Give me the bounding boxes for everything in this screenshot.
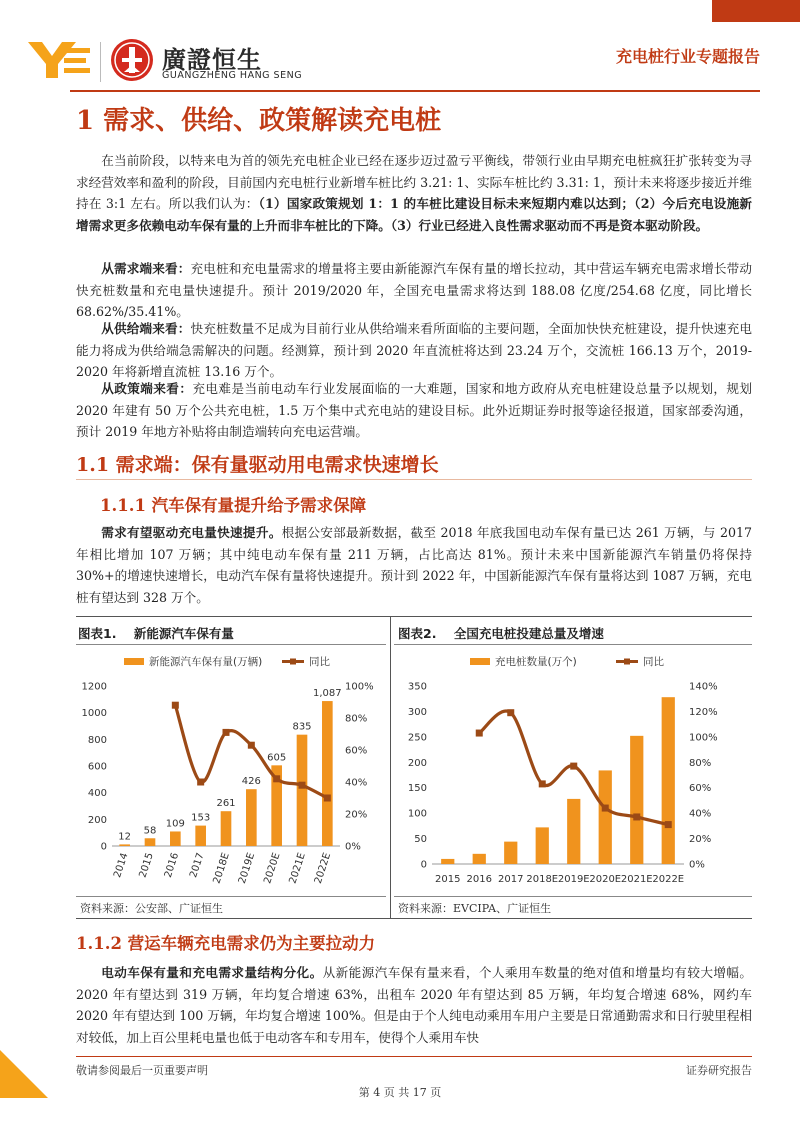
growth-point (602, 805, 609, 812)
x-axis-tick-label: 2020E (262, 851, 283, 886)
section-1-1-2-paragraph (76, 962, 752, 1048)
y2-axis-tick-label: 60% (345, 745, 368, 757)
x-axis-tick-label: 2021E (287, 851, 308, 886)
y2-axis-tick-label: 20% (345, 809, 368, 821)
growth-point (507, 709, 514, 716)
x-axis-tick-label: 2020E (589, 874, 622, 885)
bar-2015 (145, 838, 156, 846)
growth-point (324, 795, 331, 802)
figure-2-label: 图表2. (398, 626, 437, 641)
legend-bar-label: 新能源汽车保有量(万辆) (149, 656, 263, 668)
bar-2020E (599, 770, 612, 864)
y-axis-tick-label: 200 (87, 814, 107, 826)
logo-name: 廣證恒生 (162, 46, 262, 74)
footer-page-number: 第 4 页 共 17 页 (358, 1086, 442, 1099)
figure-2-title-rule (394, 644, 752, 645)
growth-point (539, 780, 546, 787)
growth-point (197, 779, 204, 786)
section-1-1-1-lead: 需求有望驱动充电量快速提升。 (101, 525, 282, 540)
y-axis-tick-label: 600 (87, 761, 107, 773)
y-axis-tick-label: 0 (420, 859, 427, 871)
section-1-1-2-text: 从新能源汽车保有量来看，个人乘用车数量的绝对值和增量均有较大增幅。2020 年有望达到 319 万辆，年均复合增速 63%，出租车 2020 年有望达到 85 万辆，年均复合增速 68%，网约车 2020 年有望达到 100 万辆，年均复合增速 100%。但是由于个人纯电动乘用车用户主要是日常通勤需求和日行驶里程相对较低，加上百公里耗电量也低于电动客车和专用车，使得个人乘用车快 (76, 965, 753, 1045)
section-1-1-rule (76, 479, 752, 480)
bar-value-label: 835 (292, 721, 312, 733)
bar-2017 (504, 842, 517, 864)
y2-axis-tick-label: 140% (689, 681, 718, 693)
bar-2022E (662, 697, 675, 864)
x-axis-tick-label: 2016 (162, 851, 182, 880)
section-1-1-title: 1.1 需求端：保有量驱动用电需求快速增长 (76, 454, 439, 476)
growth-point (223, 729, 230, 736)
figure-2-chart (394, 646, 752, 896)
y-axis-tick-label: 200 (407, 757, 427, 769)
demand-lead: 从需求端来看： (101, 261, 191, 276)
report-type: 充电桩行业专题报告 (615, 47, 760, 66)
growth-point (476, 730, 483, 737)
bar-2018E (536, 827, 549, 864)
y-axis-tick-label: 50 (414, 834, 427, 846)
bar-value-label: 605 (267, 752, 287, 764)
demand-text: 充电桩和充电量需求的增量将主要由新能源汽车保有量的增长拉动，其中营运车辆充电需求增长带动快充桩数量和充电量快速提升。预计 2019/2020 年，全国充电量需求将达到 188.08 亿度/254.68 亿度，同比增长 68.62%/35.41%。 (76, 261, 753, 319)
y2-axis-tick-label: 0% (689, 859, 705, 871)
y2-axis-tick-label: 40% (689, 808, 712, 820)
logo-subtitle: GUANGZHENG HANG SENG (162, 70, 303, 81)
y-axis-tick-label: 300 (407, 706, 427, 718)
bar-2016 (170, 831, 181, 846)
legend-line-label: 同比 (643, 656, 664, 668)
supply-text: 快充桩数量不足成为目前行业从供给端来看所面临的主要问题，全面加快快充桩建设，提升快速充电能力将成为供给端急需解决的问题。经测算，预计到 2020 年直流桩将达到 23.24 万个，交流桩 166.13 万个，2019-2020 年将新增直流桩 13.16 万个。 (76, 321, 753, 379)
figures-top-rule (76, 616, 752, 617)
policy-text: 充电难是当前电动车行业发展面临的一大难题，国家和地方政府从充电桩建设总量予以规划，规划 2020 年建有 50 万个公共充电桩，1.5 万个集中式充电站的建设目标。此外近期证券时报等途径报道，国家部委沟通，预计 2019 年地方补贴将由制造端转向充电运营端。 (76, 381, 753, 439)
y-axis-tick-label: 1200 (81, 681, 107, 693)
bar-2021E (297, 735, 308, 846)
supply-lead: 从供给端来看： (101, 321, 191, 336)
figure-2-title (398, 624, 604, 642)
section-1-intro (76, 150, 752, 236)
y2-axis-tick-label: 100% (345, 681, 374, 693)
x-axis-tick-label: 2016 (466, 874, 492, 885)
bar-2015 (441, 859, 454, 864)
bar-2017 (195, 826, 206, 846)
growth-point (248, 742, 255, 749)
x-axis-tick-label: 2014 (112, 851, 131, 880)
x-axis-tick-label: 2022E (312, 851, 334, 886)
y-axis-tick-label: 800 (87, 734, 107, 746)
x-axis-tick-label: 2017 (498, 874, 524, 885)
policy-paragraph (76, 378, 752, 443)
y2-axis-tick-label: 80% (345, 713, 368, 725)
bar-value-label: 261 (216, 798, 236, 810)
figures-bottom-rule (76, 918, 752, 919)
figure-2-name: 全国充电桩投建总量及增速 (453, 626, 604, 641)
figure-1-label: 图表1. (78, 626, 117, 641)
intro-conclusion: （1）国家政策规划 1：1 的车桩比建设目标未来短期内难以达到；（2）今后充电设施新增需求更多依赖电动车保有量的上升而非车桩比的下降。（3）行业已经进入良性需求驱动而不再是资本驱动阶段。 (76, 196, 752, 233)
footer-doc-type: 证券研究报告 (686, 1064, 752, 1077)
y2-axis-tick-label: 0% (345, 841, 361, 853)
figure-1-title-rule (76, 644, 386, 645)
growth-point (633, 813, 640, 820)
logo-divider (100, 42, 101, 82)
growth-point (570, 763, 577, 770)
growth-point (299, 782, 306, 789)
legend-bar-swatch (124, 658, 144, 665)
figure-1-chart (76, 646, 388, 896)
section-1-1-1-text: 根据公安部最新数据，截至 2018 年底我国电动车保有量已达 261 万辆，与 2017 年相比增加 107 万辆；其中纯电动车保有量 211 万辆，占比高达 81%。预计未来中国新能源汽车销量仍将保持 30%+的增速快速增长，电动汽车保有量将快速提升。预计到 2022 年，中国新能源汽车保有量将达到 1087 万辆，充电桩有望达到 328 万个。 (76, 525, 753, 605)
figure-2-source-rule (394, 896, 752, 897)
x-axis-tick-label: 2019E (557, 874, 590, 885)
x-axis-tick-label: 2022E (652, 874, 685, 885)
x-axis-tick-label: 2021E (620, 874, 653, 885)
section-1-title: 1 需求、供给、政策解读充电桩 (76, 106, 442, 136)
y-axis-tick-label: 150 (407, 783, 427, 795)
legend-bar-swatch (470, 658, 490, 665)
figure-2-source: 资料来源：EVCIPA、广证恒生 (398, 902, 552, 915)
yuexiu-logo (28, 38, 92, 82)
figure-1-title (78, 624, 234, 642)
y2-axis-tick-label: 60% (689, 783, 712, 795)
figure-1-name: 新能源汽车保有量 (133, 626, 234, 641)
y2-axis-tick-label: 40% (345, 777, 368, 789)
legend-line-marker (290, 659, 296, 665)
bar-value-label: 12 (118, 831, 132, 843)
y-axis-tick-label: 400 (87, 788, 107, 800)
bar-value-label: 426 (241, 776, 261, 788)
growth-point (665, 821, 672, 828)
bar-value-label: 153 (191, 812, 211, 824)
bar-value-label: 58 (143, 825, 157, 837)
y-axis-tick-label: 250 (407, 732, 427, 744)
bar-2016 (473, 854, 486, 864)
x-axis-tick-label: 2019E (236, 851, 258, 886)
x-axis-tick-label: 2015 (137, 851, 156, 880)
guangzheng-emblem-icon (110, 38, 154, 82)
legend-bar-label: 充电桩数量(万个) (495, 656, 577, 668)
y2-axis-tick-label: 20% (689, 834, 712, 846)
legend-line-marker (624, 659, 630, 665)
bar-2019E (567, 799, 580, 864)
section-1-1-2-lead: 电动车保有量和充电需求量结构分化。 (101, 965, 323, 980)
section-1-1-1-title: 1.1.1 汽车保有量提升给予需求保障 (100, 496, 367, 515)
figure-1-source: 资料来源：公安部、广证恒生 (80, 902, 223, 915)
bar-2021E (630, 736, 643, 864)
figure-1-source-rule (76, 896, 386, 897)
y-axis-tick-label: 100 (407, 808, 427, 820)
footer-rule (76, 1056, 752, 1057)
bar-2018E (221, 811, 232, 846)
section-1-1-1-paragraph (76, 522, 752, 608)
y-axis-tick-label: 1000 (81, 708, 107, 720)
bar-2019E (246, 789, 257, 846)
corner-accent (712, 0, 800, 22)
legend-line-label: 同比 (309, 656, 330, 668)
demand-paragraph (76, 258, 752, 323)
x-axis-tick-label: 2018E (211, 851, 232, 886)
section-1-1-2-title: 1.1.2 营运车辆充电需求仍为主要拉动力 (76, 934, 376, 953)
bar-2014 (119, 844, 130, 846)
growth-point (172, 702, 179, 709)
y2-axis-tick-label: 100% (689, 732, 718, 744)
y2-axis-tick-label: 80% (689, 757, 712, 769)
x-axis-tick-label: 2015 (435, 874, 461, 885)
header-rule (70, 90, 760, 92)
footer-disclaimer: 敬请参阅最后一页重要声明 (76, 1064, 208, 1077)
x-axis-tick-label: 2017 (188, 851, 207, 880)
x-axis-tick-label: 2018E (526, 874, 559, 885)
bar-2022E (322, 701, 333, 846)
figures-divider (390, 616, 391, 918)
bar-value-label: 1,087 (313, 688, 342, 700)
y-axis-tick-label: 0 (100, 841, 107, 853)
supply-paragraph (76, 318, 752, 383)
policy-lead: 从政策端来看： (101, 381, 193, 396)
growth-point (273, 775, 280, 782)
intro-text: 在当前阶段，以特来电为首的领先充电桩企业已经在逐步迈过盈亏平衡线，带领行业由早期充电桩疯狂扩张转变为寻求经营效率和盈利的阶段，目前国内充电桩行业新增车桩比约 3.21: 1、实际车桩比约 3.31: 1，预计未来将逐步接近并维持在 3:1 左右。所以我们认为： (76, 153, 752, 211)
y2-axis-tick-label: 120% (689, 706, 718, 718)
bar-value-label: 109 (165, 818, 185, 830)
y-axis-tick-label: 350 (407, 681, 427, 693)
yuexiu-logo-icon (28, 38, 92, 82)
